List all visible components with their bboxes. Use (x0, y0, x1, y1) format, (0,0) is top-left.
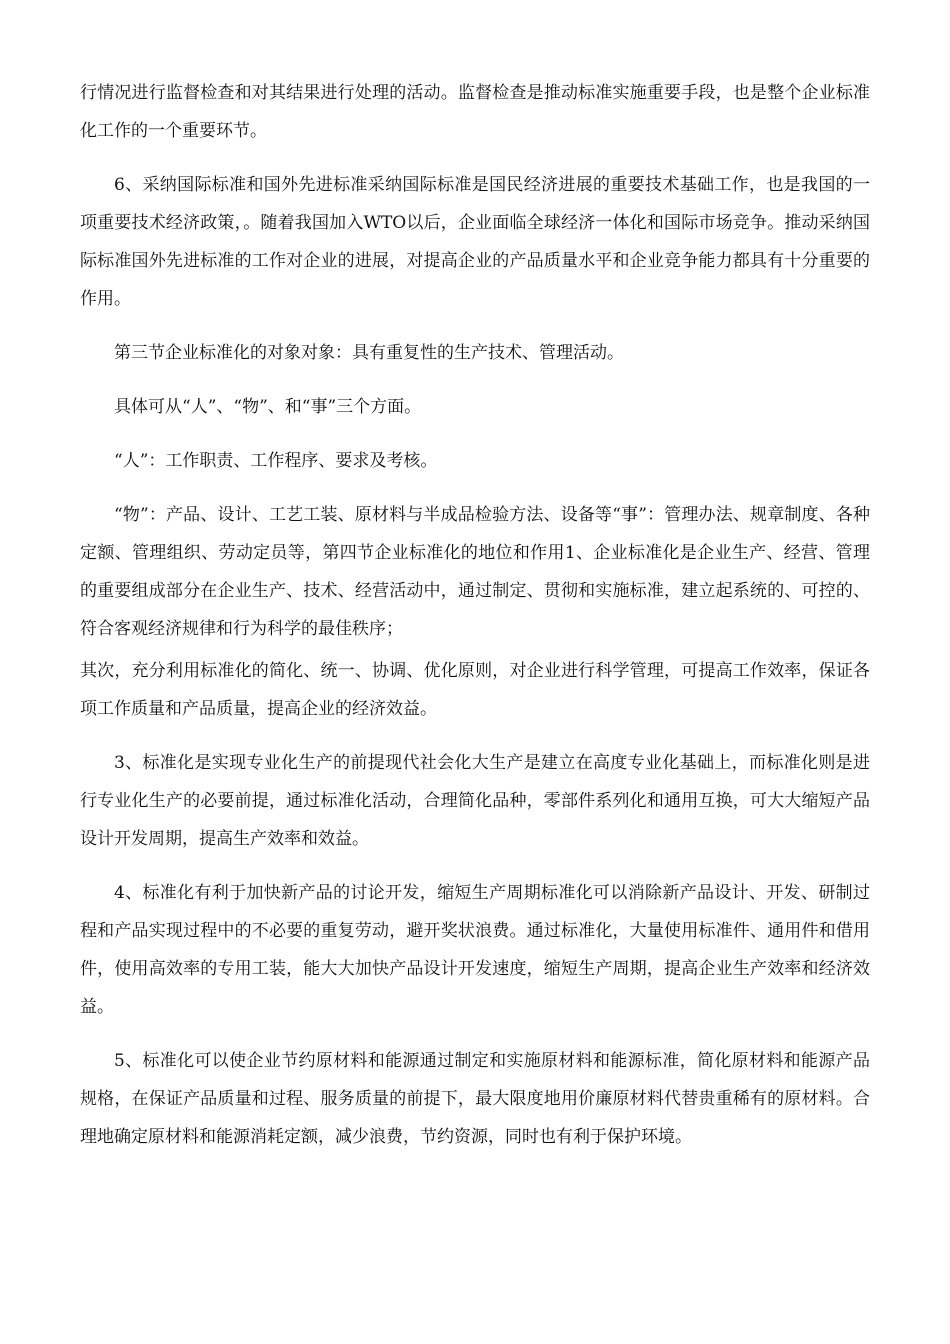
paragraph-section-6: 6、采纳国际标准和国外先进标准采纳国际标准是国民经济进展的重要技术基础工作，也是我国的一项重要技术经济政策，。随着我国加入WTO以后，企业面临全球经济一体化和国际市场竞争。推动采纳国际标准国外先进标准的工作对企业的进展，对提高企业的产品质量水平和企业竞争能力都具有十分重要的作用。 (80, 175, 870, 309)
paragraph-point-3: 3、标准化是实现专业化生产的前提现代社会化大生产是建立在高度专业化基础上，而标准化则是进行专业化生产的必要前提，通过标准化活动，合理简化品种，零部件系列化和通用互换，可大大缩短产品设计开发周期，提高生产效率和效益。 (80, 753, 870, 849)
paragraph-supervision: 行情况进行监督检查和对其结果进行处理的活动。监督检查是推动标准实施重要手段，也是整个企业标准化工作的一个重要环节。 (80, 83, 870, 141)
paragraph-point-4: 4、标准化有利于加快新产品的讨论开发，缩短生产周期标准化可以消除新产品设计、开发、研制过程和产品实现过程中的不必要的重复劳动，避开奖状浪费。通过标准化，大量使用标准件、通用件和借用件，使用高效率的专用工装，能大大加快产品设计开发速度，缩短生产周期，提高企业生产效率和经济效益。 (80, 883, 870, 1017)
paragraph-secondly: 其次，充分利用标准化的简化、统一、协调、优化原则，对企业进行科学管理，可提高工作效率，保证各项工作质量和产品质量，提高企业的经济效益。 (80, 661, 870, 719)
paragraph-person: “人”：工作职责、工作程序、要求及考核。 (114, 451, 438, 471)
paragraph-aspects: 具体可从“人”、“物”、和“事”三个方面。 (114, 397, 422, 417)
paragraph-things: “物”：产品、设计、工艺工装、原材料与半成品检验方法、设备等“事”：管理办法、规章制度、各种定额、管理组织、劳动定员等，第四节企业标准化的地位和作用1、企业标准化是企业生产、经营、管理的重要组成部分在企业生产、技术、经营活动中，通过制定、贯彻和实施标准，建立起系统的、可控的、符合客观经济规律和行为科学的最佳秩序； (80, 505, 870, 639)
document-page (80, 74, 870, 1156)
paragraph-section-three: 第三节企业标准化的对象对象：具有重复性的生产技术、管理活动。 (114, 343, 624, 363)
paragraph-point-5: 5、标准化可以使企业节约原材料和能源通过制定和实施原材料和能源标准，简化原材料和能源产品规格，在保证产品质量和过程、服务质量的前提下，最大限度地用价廉原材料代替贵重稀有的原材料。合理地确定原材料和能源消耗定额，减少浪费，节约资源，同时也有利于保护环境。 (80, 1051, 870, 1147)
